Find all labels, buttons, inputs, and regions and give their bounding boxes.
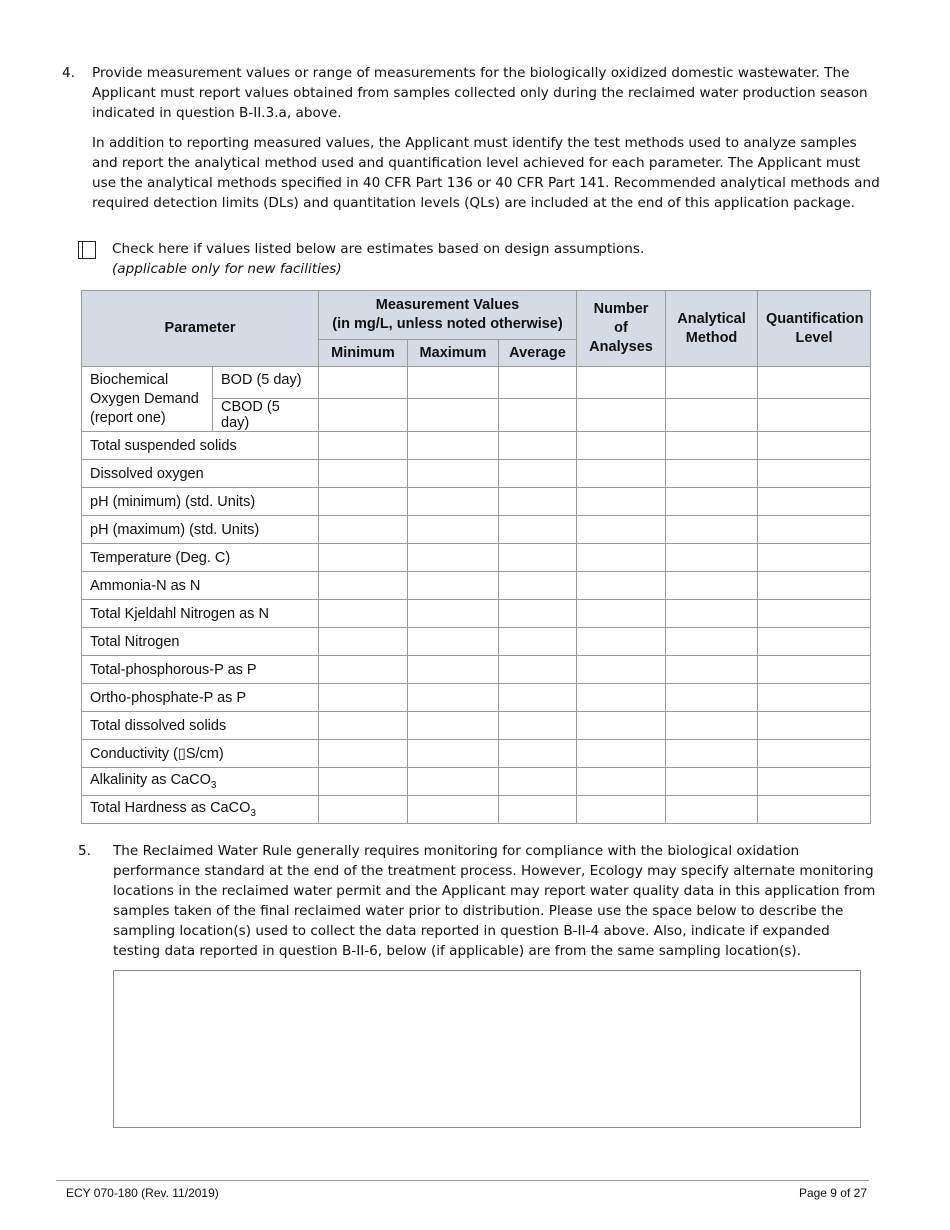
input-cell[interactable] [758,684,871,712]
input-cell[interactable] [758,432,871,460]
bod-5-day-label: BOD (5 day) [213,367,319,399]
header-measurement-values [319,291,577,340]
header-analytical-method [666,291,758,367]
input-cell[interactable] [408,684,499,712]
input-cell[interactable] [758,796,871,824]
input-cell[interactable] [319,544,408,572]
input-cell[interactable] [499,460,577,488]
input-cell[interactable] [577,712,666,740]
parameter-label: Dissolved oxygen [82,460,319,488]
table-row [82,488,871,516]
measurement-table [81,290,871,824]
header-minimum: Minimum [319,340,408,367]
input-cell[interactable] [408,544,499,572]
input-cell[interactable] [577,684,666,712]
table-row [82,712,871,740]
input-cell[interactable] [319,740,408,768]
header-number-of-analyses [577,291,666,367]
footer-divider [56,1180,869,1181]
question-4-paragraph-1: Provide measurement values or range of measurements for the biologically oxidized domestic wastewater. The Applicant must report values obtained from samples collected only during the reclaimed water production season indicated in question B-II.3.a, above. [92,65,868,121]
parameter-label: Conductivity (▯S/cm) [82,740,319,768]
input-cell[interactable] [408,432,499,460]
header-quantification-level [758,291,871,367]
table-row-alkalinity [82,768,871,796]
input-cell[interactable] [758,572,871,600]
table-row-bod [82,367,871,399]
input-cell[interactable] [319,367,408,399]
input-cell[interactable] [758,516,871,544]
input-cell[interactable] [577,796,666,824]
input-cell[interactable] [758,628,871,656]
input-cell[interactable] [577,399,666,432]
input-cell[interactable] [666,399,758,432]
table-row [82,628,871,656]
input-cell[interactable] [499,432,577,460]
input-cell[interactable] [666,600,758,628]
input-cell[interactable] [499,656,577,684]
input-cell[interactable] [408,572,499,600]
input-cell[interactable] [577,768,666,796]
input-cell[interactable] [319,600,408,628]
input-cell[interactable] [408,796,499,824]
input-cell[interactable] [666,796,758,824]
header-parameter: Parameter [82,291,319,367]
question-4-paragraph-2: In addition to reporting measured values, the Applicant must identify the test methods used to analyze samples and report the analytical method used and quantification level achieved for each parameter. The Applicant must use the analytical methods specified in 40 CFR Part 136 or 40 CFR Part 141. Recommended analytical methods and required detection limits (DLs) and quantitation levels (QLs) are included at the end of this application package. [92,135,880,211]
input-cell[interactable] [319,656,408,684]
footer-form-id: ECY 070-180 (Rev. 11/2019) [66,1186,219,1200]
input-cell[interactable] [499,488,577,516]
input-cell[interactable] [408,399,499,432]
table-row [82,572,871,600]
cbod-5-day-label: CBOD (5 day) [213,399,319,432]
input-cell[interactable] [666,544,758,572]
input-cell[interactable] [577,600,666,628]
input-cell[interactable] [319,488,408,516]
sampling-location-textarea[interactable] [113,970,861,1128]
estimate-checkbox-label: Check here if values listed below are estimates based on design assumptions. [112,241,645,257]
input-cell[interactable] [319,628,408,656]
table-row [82,656,871,684]
input-cell[interactable] [758,740,871,768]
input-cell[interactable] [408,600,499,628]
parameter-label: Ammonia-N as N [82,572,319,600]
bod-group-line1: Biochemical [90,372,169,388]
input-cell[interactable] [758,656,871,684]
parameter-label: Total Nitrogen [82,628,319,656]
parameter-label: Total suspended solids [82,432,319,460]
input-cell[interactable] [319,684,408,712]
input-cell[interactable] [499,628,577,656]
input-cell[interactable] [499,399,577,432]
header-ql-line1: Quantification [766,310,864,327]
parameter-label: pH (maximum) (std. Units) [82,516,319,544]
input-cell[interactable] [666,488,758,516]
input-cell[interactable] [577,516,666,544]
input-cell[interactable] [666,684,758,712]
input-cell[interactable] [577,740,666,768]
table-row [82,432,871,460]
input-cell[interactable] [499,684,577,712]
parameter-label: Total-phosphorous-P as P [82,656,319,684]
input-cell[interactable] [319,516,408,544]
input-cell[interactable] [577,572,666,600]
header-number-line3: Analyses [589,339,653,355]
parameter-label: Total dissolved solids [82,712,319,740]
input-cell[interactable] [319,572,408,600]
input-cell[interactable] [499,516,577,544]
header-maximum: Maximum [408,340,499,367]
header-number-line2: of [614,320,628,336]
input-cell[interactable] [319,768,408,796]
header-ql-line2: Level [795,329,833,346]
input-cell[interactable] [499,796,577,824]
input-cell[interactable] [408,768,499,796]
input-cell[interactable] [666,460,758,488]
input-cell[interactable] [499,600,577,628]
input-cell[interactable] [499,768,577,796]
header-method-line1: Analytical [677,310,746,327]
input-cell[interactable] [758,460,871,488]
input-cell[interactable] [499,367,577,399]
bod-group-line3: (report one) [90,410,166,426]
table-row [82,460,871,488]
header-measurement-line1: Measurement Values [375,297,520,313]
input-cell[interactable] [319,712,408,740]
header-measurement-line2: (in mg/L, unless noted otherwise) [332,316,563,332]
input-cell[interactable] [408,488,499,516]
input-cell[interactable] [408,628,499,656]
estimate-checkbox[interactable] [78,241,96,259]
question-4 [62,63,882,223]
footer-page-number: Page 9 of 27 [798,1186,867,1200]
table-row [82,684,871,712]
header-method-line2: Method [685,329,738,346]
input-cell[interactable] [666,712,758,740]
question-5-number: 5. [78,843,91,859]
input-cell[interactable] [758,544,871,572]
bod-group-label [82,367,213,432]
input-cell[interactable] [666,740,758,768]
input-cell[interactable] [577,656,666,684]
input-cell[interactable] [666,628,758,656]
input-cell[interactable] [408,516,499,544]
input-cell[interactable] [577,628,666,656]
input-cell[interactable] [577,367,666,399]
input-cell[interactable] [319,399,408,432]
input-cell[interactable] [499,740,577,768]
table-row-hardness [82,796,871,824]
input-cell[interactable] [666,516,758,544]
table-row [82,516,871,544]
input-cell[interactable] [577,488,666,516]
input-cell[interactable] [758,600,871,628]
input-cell[interactable] [499,572,577,600]
input-cell[interactable] [758,367,871,399]
input-cell[interactable] [499,712,577,740]
table-row [82,544,871,572]
input-cell[interactable] [577,432,666,460]
estimate-checkbox-row [78,239,644,279]
table-row [82,600,871,628]
input-cell[interactable] [408,740,499,768]
question-4-number: 4. [62,65,75,81]
input-cell[interactable] [666,367,758,399]
input-cell[interactable] [408,460,499,488]
input-cell[interactable] [666,768,758,796]
parameter-label: Temperature (Deg. C) [82,544,319,572]
input-cell[interactable] [577,544,666,572]
hardness-label: Total Hardness as CaCO$_3$ [82,796,319,824]
input-cell[interactable] [666,572,758,600]
input-cell[interactable] [408,712,499,740]
parameter-label: Ortho-phosphate-P as P [82,684,319,712]
input-cell[interactable] [408,367,499,399]
input-cell[interactable] [758,399,871,432]
input-cell[interactable] [319,460,408,488]
bod-group-line2: Oxygen Demand [90,391,199,407]
question-5-text: The Reclaimed Water Rule generally requires monitoring for compliance with the biological oxidation performance standard at the end of the treatment process. However, Ecology may specify alternate monitoring locations in the reclaimed water permit and the Applicant may report water quality data in this application from samples taken of the final reclaimed water prior to distribution. Please use the space below to describe the sampling location(s) used to collect the data reported in question B-II-4 above. Also, indicate if expanded testing data reported in question B-II-6, below (if applicable) are from the same sampling location(s). [113,843,876,959]
input-cell[interactable] [408,656,499,684]
estimate-checkbox-note: (applicable only for new facilities) [112,261,342,277]
input-cell[interactable] [666,432,758,460]
header-average: Average [499,340,577,367]
table-row [82,740,871,768]
question-5 [78,841,878,961]
parameter-label: Total Kjeldahl Nitrogen as N [82,600,319,628]
input-cell[interactable] [758,488,871,516]
input-cell[interactable] [319,432,408,460]
parameter-label: pH (minimum) (std. Units) [82,488,319,516]
input-cell[interactable] [758,768,871,796]
input-cell[interactable] [577,460,666,488]
input-cell[interactable] [666,656,758,684]
input-cell[interactable] [758,712,871,740]
input-cell[interactable] [319,796,408,824]
header-number-line1: Number [593,301,649,317]
input-cell[interactable] [499,544,577,572]
alkalinity-label: Alkalinity as CaCO$_3$ [82,768,319,796]
